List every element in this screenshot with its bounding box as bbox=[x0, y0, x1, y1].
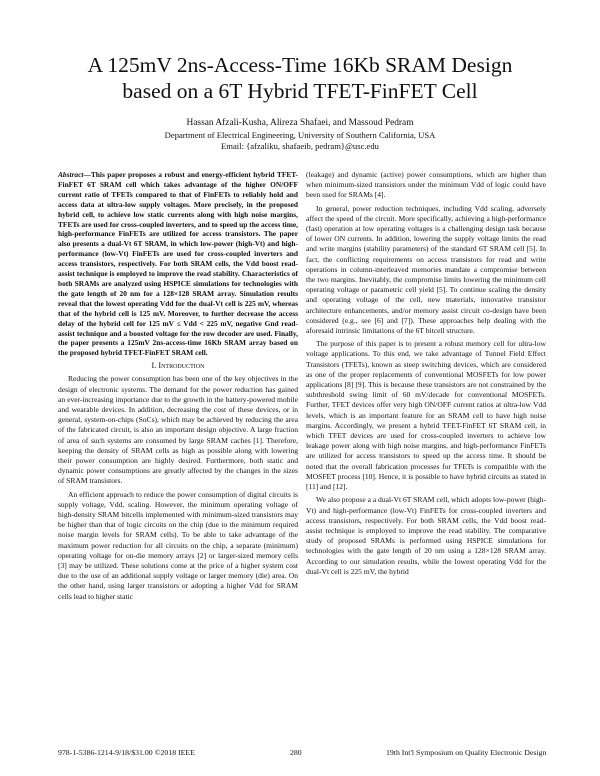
paper-title-line-1: A 125mV 2ns-Access-Time 16Kb SRAM Design bbox=[87, 53, 513, 77]
abstract-text: —This paper proposes a robust and energy-efficient hybrid TFET-FinFET 6T SRAM cell which takes advantage of the higher ON/OFF current ratio of TFETs compared to that of FinFETs to reliably hold and access data at ultra-low supply voltages. More precisely, in the proposed hybrid cell, to achieve low static currents along with high noise margins, TFETs are used for cross-coupled inverters, and to speed up the access time, high-performance FinFETs are utilized for access transistors. The paper also presents a dual-Vt 6T SRAM, in which low-power (high-Vt) and high-performance (low-Vt) FinFETs are used for cross-coupled inverters and access transistors, respectively. For both SRAM cells, the Vdd boost read-assist technique is employed to improve the read stability. Characteristics of both SRAMs are analyzed using HSPICE simulations for technologies with the gate length of 20 nm for a 128×128 SRAM array. Simulation results reveal that the lowest operating Vdd for the dual-Vt cell is 225 mV, whereas that of the hybrid cell is 125 mV. Moreover, to further decrease the access delay of the hybrid cell for 125 mV ≤ Vdd < 225 mV, negative Gnd read-assist technique and a boosted voltage for the row decoder are used. Finally, the paper presents a 125mV 2ns-access-time 16Kb SRAM array based on the proposed hybrid TFET-FinFET SRAM cell. bbox=[58, 170, 298, 358]
right-paragraph-4: We also propose a a dual-Vt 6T SRAM cell, which adopts low-power (high-Vt) and high-performance (low-Vt) FinFETs for cross-coupled inverters and access transistors, respectively. For both SRAM cells, the Vdd boost read-assist technique is employed to improve the read stability. The comparative study of proposed SRAMs is performed using HSPICE simulations for technologies with the gate length of 20 nm using a 128×128 SRAM array. According to our simulation results, while the lowest operating Vdd for the dual-Vt cell is 225 mV, the hybrid bbox=[306, 495, 547, 576]
intro-paragraph-1: Reducing the power consumption has been one of the key objectives in the design of electronic systems. The demand for the power reduction has gained an ever-increasing importance due to the growth in the battery-powered mobile and wearable devices. In addition, decreasing the cost of these devices, or in general, system-on-chips (SoCs), which may be achieved by reducing the area of the fabricated circuit, is also an important design objective. A large fraction of area of such systems are consumed by large SRAM caches [1]. Therefore, keeping the density of SRAM cells as high as possible along with lowering their power consumption are highly desired. Furthermore, both static and dynamic power consumptions are greatly affected by the changes in the sizes of SRAM transistors. bbox=[58, 374, 298, 486]
section-heading-introduction: I. Introduction bbox=[151, 361, 205, 371]
right-column bbox=[306, 170, 546, 580]
right-paragraph-1: (leakage) and dynamic (active) power consumptions, which are higher than when minimum-sized transistors under the minimum Vdd of logic could have been used for SRAMs [4]. bbox=[306, 170, 546, 200]
author-block bbox=[40, 118, 560, 153]
abstract bbox=[58, 170, 298, 358]
left-column bbox=[58, 170, 298, 605]
right-paragraph-3: The purpose of this paper is to present a robust memory cell for ultra-low voltage applications. To this end, we take advantage of Tunnel Field Effect Transistors (TFETs), known as steep switching devices, which are considered as one of the proper replacements of conventional MOSFETs for low power applications [8] [9]. This is because these transistors are not constrained by the subthreshold swing limit of 60 mV/decade for conventional MOSFETs. Further, TFET devices offer very high ON/OFF current ratios at ultra-low Vdd levels, which is an important feature for an SRAM cell to have high noise margins. Accordingly, we present a hybrid TFET-FinFET 6T SRAM cell, in which TFET devices are used for cross-coupled inverters to achieve low leakage power along with high noise margins, and high-performance FinFETs are utilized for access transistors to speed up the access time. It should be noted that the overall fabrication processes for TFETs is compatible with the MOSFET process [10]. Hence, it is possible to have hybrid circuits as stated in [11] and [12]. bbox=[306, 339, 546, 492]
abstract-lead: Abstract bbox=[58, 170, 84, 179]
intro-paragraph-2: An efficient approach to reduce the power consumption of digital circuits is supply voltage, Vdd, scaling. However, the minimum operating voltage of high-density SRAM bitcells implemented with minimum-sized transistors may be higher than that of logic circuits on the chip (due to the minimum required noise margin levels for SRAM cells). To be able to take advantage of the maximum power reduction for all circuits on the chip, a separate (minimum) operating voltage for on-die memory arrays [2] or larger-sized memory cells [3] may be utilized. These solutions come at the price of a higher system cost due to the use of an additional supply voltage or larger memory (die) area. On the other hand, using larger transistors or adopting a higher Vdd for SRAM cells lead to higher static bbox=[58, 489, 298, 601]
affiliation: Department of Electrical Engineering, University of Southern California, USA bbox=[164, 129, 436, 140]
authors: Hassan Afzali-Kusha, Alireza Shafaei, and Massoud Pedram bbox=[186, 118, 414, 128]
footer-conference: 19th Int'l Symposium on Quality Electronic Design bbox=[386, 748, 547, 757]
footer-copyright: 978-1-5386-1214-9/18/$31.00 ©2018 IEEE bbox=[58, 748, 195, 757]
page-number: 280 bbox=[290, 748, 302, 757]
right-paragraph-2: In general, power reduction techniques, including Vdd scaling, adversely affect the speed of the circuit. More specifically, achieving a high-performance (fast) operation at low operating voltages is a challenging design task because of lower ON currents. In addition, lowering the supply voltage limits the read and write margins (stability parameters) of the standard 6T SRAM cell [5]. In fact, the conflicting requirements on access transistors for read and write operations in column-interleaved memories mandate a compromise between the two margins. Inevitably, the compromise limits lowering the minimum cell operating voltage or parametric cell yield [5]. To continue scaling the density and operating voltage of the cell, new materials, innovative transistor architecture enhancements, and/or memory assist circuit co-design have been considered (e.g., see [6] and [7]). These approaches help dealing with the aforesaid intrinsic limitations of the 6T bitcell structure. bbox=[306, 203, 546, 336]
paper-title-line-2: based on a 6T Hybrid TFET-FinFET Cell bbox=[122, 79, 478, 103]
email: Email: {afzaliku, shafaeib, pedram}@usc.edu bbox=[221, 141, 379, 151]
